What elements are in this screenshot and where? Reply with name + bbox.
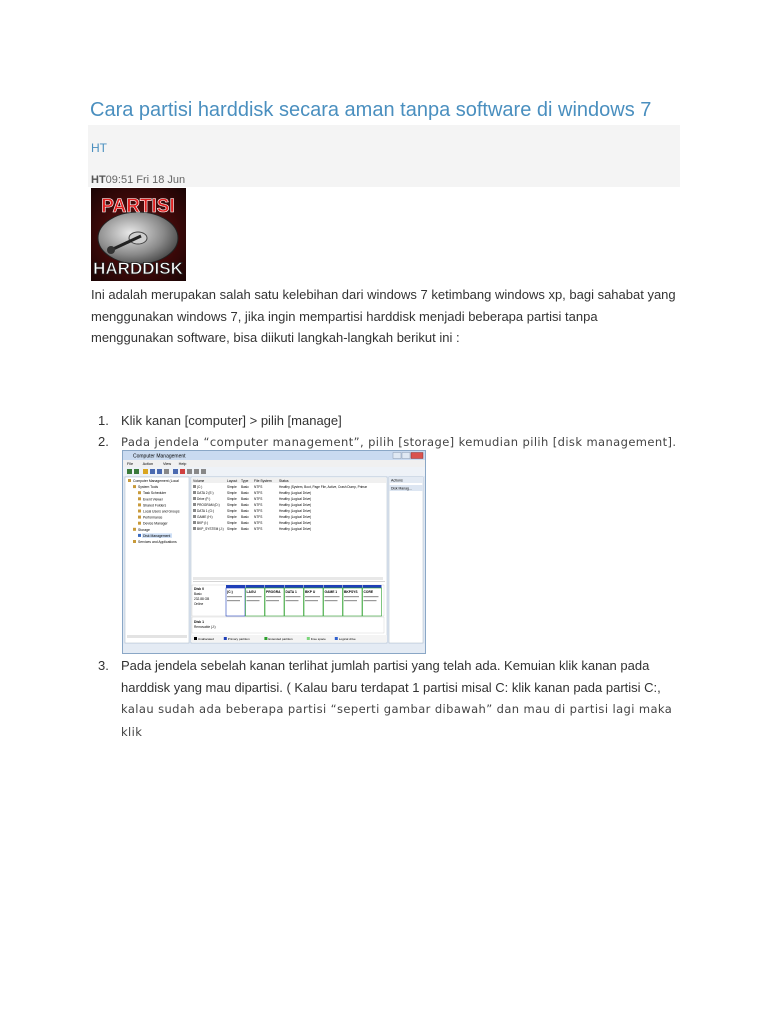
maximize-button[interactable] xyxy=(402,453,410,459)
step-1-number: 1. xyxy=(98,413,109,428)
table-cell: Basic xyxy=(241,521,249,525)
disk0-size: 232.88 GB xyxy=(194,597,210,601)
tree-node-icon xyxy=(133,528,136,531)
partition-detail-line xyxy=(227,596,242,597)
partition-label[interactable]: BKP U xyxy=(305,590,316,594)
partition-bar xyxy=(343,585,362,588)
tree-node-icon xyxy=(138,491,141,494)
table-cell: NTFS xyxy=(254,527,263,531)
step-3-text-continued: kalau sudah ada beberapa partisi “seperti gambar dibawah” dan mau di partisi lagi maka klik xyxy=(121,702,673,739)
legend-label: Extended partition xyxy=(268,637,293,641)
byline xyxy=(91,174,185,186)
minimize-button[interactable] xyxy=(393,453,401,459)
table-column-header: File System xyxy=(254,479,272,483)
table-cell: Simple xyxy=(227,497,237,501)
step-3-number: 3. xyxy=(98,658,109,673)
table-cell: Simple xyxy=(227,485,237,489)
table-cell: Simple xyxy=(227,491,237,495)
table-cell: Simple xyxy=(227,527,237,531)
step-2-number: 2. xyxy=(98,434,109,449)
table-header-bg xyxy=(192,478,386,483)
partisi-harddisk-image xyxy=(91,188,186,281)
cm-menu-item[interactable]: View xyxy=(163,462,172,466)
table-cell: Basic xyxy=(241,491,249,495)
drive-icon xyxy=(193,485,196,488)
tree-node-icon xyxy=(138,516,141,519)
partition-label[interactable]: BKPSYS xyxy=(344,590,358,594)
legend-swatch xyxy=(264,637,267,640)
table-cell: NTFS xyxy=(254,485,263,489)
drive-icon xyxy=(193,497,196,500)
byline-author: HT xyxy=(91,174,106,186)
partition-detail-line xyxy=(247,600,260,601)
table-cell: GAME (H:) xyxy=(197,515,213,519)
partition-bar xyxy=(304,585,323,588)
tree-item[interactable]: Disk Management xyxy=(143,533,171,538)
tree-item[interactable]: Local Users and Groups xyxy=(143,509,180,514)
cm-title: Computer Management xyxy=(133,453,186,460)
partition-label[interactable]: PROGRA xyxy=(266,590,281,594)
table-cell: NTFS xyxy=(254,497,263,501)
legend-swatch xyxy=(307,637,310,640)
cm-menu-item[interactable]: Action xyxy=(142,462,154,466)
tree-node-icon xyxy=(138,510,141,513)
partition-bar xyxy=(265,585,284,588)
table-cell: NTFS xyxy=(254,503,263,507)
table-cell: Simple xyxy=(227,515,237,519)
table-cell: PROGRAM (D:) xyxy=(197,503,220,507)
partition-bar xyxy=(285,585,304,588)
table-cell: Simple xyxy=(227,503,237,507)
partition-detail-line xyxy=(227,600,240,601)
tree-item[interactable]: System Tools xyxy=(138,485,159,490)
tree-node-icon xyxy=(138,534,141,537)
partition-detail-line xyxy=(305,600,318,601)
drive-icon xyxy=(193,527,196,530)
legend-swatch xyxy=(224,637,227,640)
intro-paragraph: Ini adalah merupakan salah satu kelebihan dari windows 7 ketimbang windows xp, bagi sahabat yang menggunakan windows 7, jika ingin mempartisi harddisk menjadi beberapa partisi tanpa menggunakan software, bisa diikuti langkah-langkah berikut ini : xyxy=(91,287,676,345)
tree-item[interactable]: Event Viewer xyxy=(143,497,163,502)
partition-label[interactable]: (C:) xyxy=(227,590,233,594)
partition-label[interactable]: CORE xyxy=(363,590,374,594)
table-column-header: Status xyxy=(279,479,289,483)
step-2-text: Pada jendela “computer management”, pilih [storage] kemudian pilih [disk management]. xyxy=(121,435,677,449)
cm-disk-map xyxy=(192,585,384,633)
disk0-info: Basic xyxy=(194,592,202,596)
table-cell: Healthy (Logical Drive) xyxy=(279,503,312,507)
tree-item[interactable]: Computer Management (Local xyxy=(133,479,179,483)
partition-detail-line xyxy=(266,600,279,601)
harddisk-illustration xyxy=(91,188,186,281)
table-cell: Healthy (Logical Drive) xyxy=(279,491,312,495)
tree-node-icon xyxy=(128,479,131,482)
disk1-row xyxy=(192,617,384,633)
drive-icon xyxy=(193,509,196,512)
article-title: Cara partisi harddisk secara aman tanpa software di windows 7 xyxy=(90,99,652,121)
partition-bar xyxy=(363,585,382,588)
table-cell: Healthy (System, Boot, Page File, Active, Crash Dump, Primar xyxy=(279,485,368,489)
partition-detail-line xyxy=(325,596,340,597)
table-column-header: Volume xyxy=(193,479,205,483)
thumb-top-text: PARTISI xyxy=(101,196,175,217)
computer-management-screenshot xyxy=(122,450,426,654)
table-cell: Healthy (Logical Drive) xyxy=(279,527,312,531)
table-cell: NTFS xyxy=(254,521,263,525)
table-cell: DATA 2 (E:) xyxy=(197,491,214,495)
table-cell: BKP_SYSTEM (J:) xyxy=(197,527,224,531)
partition-detail-line xyxy=(364,596,379,597)
cm-toolbar xyxy=(127,469,206,474)
partition-label[interactable]: GAME 1 xyxy=(324,590,338,594)
tree-item[interactable]: Services and Applications xyxy=(138,540,177,544)
tree-item[interactable]: Task Scheduler xyxy=(143,491,167,496)
partition-bar xyxy=(324,585,343,588)
table-cell: Basic xyxy=(241,485,249,489)
partition-detail-line xyxy=(266,596,281,597)
close-button[interactable] xyxy=(411,453,423,459)
cm-menu-item[interactable]: Help xyxy=(178,462,187,466)
step-3-text: Pada jendela sebelah kanan terlihat jumlah partisi yang telah ada. Kemuian klik kanan pada harddisk yang mau dipartisi. ( Kalau baru terdapat 1 partisi misal C: klik kanan pada partisi C:, xyxy=(121,658,661,695)
cm-actions-header: Actions xyxy=(391,478,403,483)
disk0-label: Disk 0 xyxy=(194,587,204,591)
partition-detail-line xyxy=(344,600,357,601)
table-cell: Drive (F:) xyxy=(197,497,211,501)
step-3 xyxy=(91,655,681,743)
table-cell: Basic xyxy=(241,497,249,501)
legend-label: Unallocated xyxy=(198,637,214,641)
legend-label: Primary partition xyxy=(227,637,250,641)
table-cell: Healthy (Logical Drive) xyxy=(279,521,312,525)
table-cell: Simple xyxy=(227,509,237,513)
disk1-label: Disk 1 xyxy=(194,620,204,624)
drive-icon xyxy=(193,503,196,506)
tree-node-icon xyxy=(133,540,136,543)
byline-time: 09:51 Fri 18 Jun xyxy=(105,174,186,186)
partition-detail-line xyxy=(247,596,262,597)
step-3-item xyxy=(91,655,681,743)
tree-node-icon xyxy=(138,522,141,525)
tree-node-icon xyxy=(138,497,141,500)
tree-item[interactable]: Storage xyxy=(138,527,150,532)
step-1 xyxy=(91,410,681,431)
partition-detail-line xyxy=(325,600,338,601)
legend-swatch xyxy=(194,637,197,640)
table-column-header: Layout xyxy=(227,479,238,483)
partition-detail-line xyxy=(286,600,299,601)
table-cell: Basic xyxy=(241,509,249,513)
table-cell: Simple xyxy=(227,521,237,525)
table-cell: Basic xyxy=(241,503,249,507)
legend-label: Free space xyxy=(310,637,326,641)
partition-label[interactable]: DATA 1 xyxy=(285,590,297,594)
tree-item[interactable]: Shared Folders xyxy=(143,503,167,508)
tree-node-icon xyxy=(133,485,136,488)
table-cell: Healthy (Logical Drive) xyxy=(279,497,312,501)
table-cell: NTFS xyxy=(254,491,263,495)
drive-icon xyxy=(193,515,196,518)
partition-label[interactable]: LAGU xyxy=(246,590,256,594)
partition-bar xyxy=(246,585,265,588)
legend-label: Logical drive xyxy=(338,637,356,641)
partition-detail-line xyxy=(364,600,377,601)
legend-swatch xyxy=(335,637,338,640)
table-cell: Healthy (Logical Drive) xyxy=(279,515,312,519)
tree-item[interactable]: Device Manager xyxy=(143,521,168,526)
disk0-status: Online xyxy=(194,602,204,606)
table-cell: NTFS xyxy=(254,509,263,513)
partition-detail-line xyxy=(344,596,359,597)
partition-bar xyxy=(226,585,245,588)
cm-menu-item[interactable]: File xyxy=(127,462,134,466)
table-cell: Healthy (Logical Drive) xyxy=(279,509,312,513)
tree-node-icon xyxy=(138,503,141,506)
drive-icon xyxy=(193,491,196,494)
cm-actions-item[interactable]: Disk Manag... xyxy=(391,486,412,491)
table-cell: DATA 1 (G:) xyxy=(197,509,214,513)
thumb-bottom-text: HARDDISK xyxy=(93,259,183,278)
author-link[interactable]: HT xyxy=(91,141,107,155)
table-cell: BKP (I:) xyxy=(197,521,209,525)
steps-list xyxy=(91,410,681,453)
table-cell: Basic xyxy=(241,527,249,531)
table-cell: (C:) xyxy=(197,485,203,489)
partition-detail-line xyxy=(305,596,320,597)
table-cell: NTFS xyxy=(254,515,263,519)
drive-icon xyxy=(193,521,196,524)
table-cell: Basic xyxy=(241,515,249,519)
step-1-text: Klik kanan [computer] > pilih [manage] xyxy=(121,413,342,428)
disk1-info: Removable (J:) xyxy=(194,625,216,629)
table-column-header: Type xyxy=(241,479,249,483)
partition-detail-line xyxy=(286,596,301,597)
computer-management-window xyxy=(123,451,425,653)
tree-item[interactable]: Performance xyxy=(143,515,163,520)
